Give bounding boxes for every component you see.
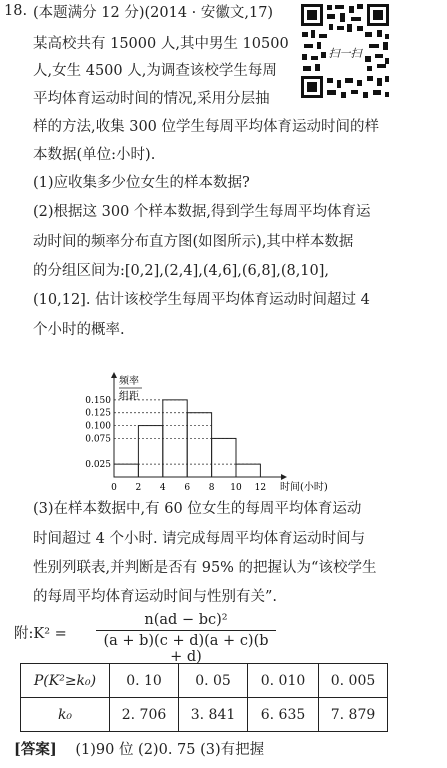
part1-text: (1)应收集多少位女生的样本数据?	[33, 175, 250, 191]
table-row	[21, 698, 388, 732]
answer-tag: [答案]	[14, 741, 57, 758]
y-label-bottom: 组距	[119, 391, 139, 402]
y-tick-label: 0.100	[85, 421, 111, 432]
part3-line: 性别列联表,并判断是否有 95% 的把握认为“该校学生	[33, 560, 377, 576]
histogram-bar	[187, 413, 211, 477]
table-header-cell: P(K²≥k₀)	[21, 664, 110, 698]
qr-caption: 扫一扫	[328, 47, 362, 60]
problem-line: 人,女生 4500 人,为调查该校学生每周	[33, 63, 277, 79]
part2-line: (2)根据这 300 个样本数据,得到学生每周平均体育运	[33, 204, 371, 220]
problem-line: 本数据(单位:小时).	[33, 147, 156, 163]
part3-line: 时间超过 4 个小时. 请完成每周平均体育运动时间与	[33, 531, 366, 547]
table-cell: 6. 635	[248, 698, 319, 732]
formula-denominator: (a + b)(c + d)(a + c)(b + d)	[103, 633, 269, 665]
part2-line: 动时间的频率分布直方图(如图所示),其中样本数据	[33, 234, 354, 250]
part2-line: 个小时的概率.	[33, 322, 125, 338]
table-header-cell: k₀	[21, 698, 110, 732]
problem-number: 18.	[4, 3, 28, 19]
problem-header: (本题满分 12 分)(2014 · 安徽文,17)	[33, 5, 274, 21]
table-row	[21, 664, 388, 698]
y-tick-label: 0.025	[85, 460, 111, 471]
formula-prefix: 附:K² =	[14, 626, 67, 642]
x-tick-label: 0	[111, 483, 117, 493]
answer-text: (1)90 位 (2)0. 75 (3)有把握	[75, 742, 265, 758]
histogram-bar	[212, 438, 236, 477]
table-cell: 0. 005	[319, 664, 388, 698]
x-axis-label: 时间(小时)	[280, 482, 328, 493]
formula-fraction	[96, 612, 276, 665]
table-cell: 2. 706	[110, 698, 179, 732]
critical-value-table	[20, 663, 388, 732]
histogram-bar	[138, 426, 162, 477]
y-label-top: 频率	[119, 376, 139, 387]
table-cell: 0. 05	[179, 664, 248, 698]
qr-code-icon	[299, 2, 391, 100]
frequency-histogram	[78, 372, 348, 496]
x-tick-label: 2	[135, 483, 142, 493]
x-tick-label: 6	[184, 483, 191, 493]
table-cell: 0. 010	[248, 664, 319, 698]
y-tick-label: 0.125	[85, 408, 111, 419]
qr-code-image	[299, 2, 391, 100]
part3-line: (3)在样本数据中,有 60 位女生的每周平均体育运动	[33, 501, 362, 517]
problem-line: 样的方法,收集 300 位学生每周平均体育运动时间的样	[33, 119, 380, 135]
y-tick-label: 0.075	[85, 434, 111, 445]
problem-line: 平均体育运动时间的情况,采用分层抽	[33, 91, 270, 107]
x-tick-label: 10	[230, 483, 242, 493]
x-tick-label: 8	[208, 483, 215, 493]
x-tick-label: 12	[254, 483, 267, 493]
histogram-bar	[114, 464, 138, 477]
problem-line: 某高校共有 15000 人,其中男生 10500	[33, 36, 289, 52]
formula-numerator: n(ad − bc)²	[96, 612, 276, 631]
table-cell: 0. 10	[110, 664, 179, 698]
y-tick-label: 0.150	[85, 395, 111, 406]
histogram-svg	[78, 372, 348, 496]
answer-line	[14, 740, 264, 760]
table-cell: 7. 879	[319, 698, 388, 732]
histogram-bar	[236, 464, 260, 477]
part2-line: (10,12]. 估计该校学生每周平均体育运动时间超过 4	[33, 292, 370, 308]
part3-line: 的每周平均体育运动时间与性别有关”.	[33, 589, 278, 605]
x-tick-label: 4	[159, 483, 166, 493]
part2-line: 的分组区间为:[0,2],(2,4],(4,6],(6,8],(8,10],	[33, 263, 330, 279]
table-cell: 3. 841	[179, 698, 248, 732]
